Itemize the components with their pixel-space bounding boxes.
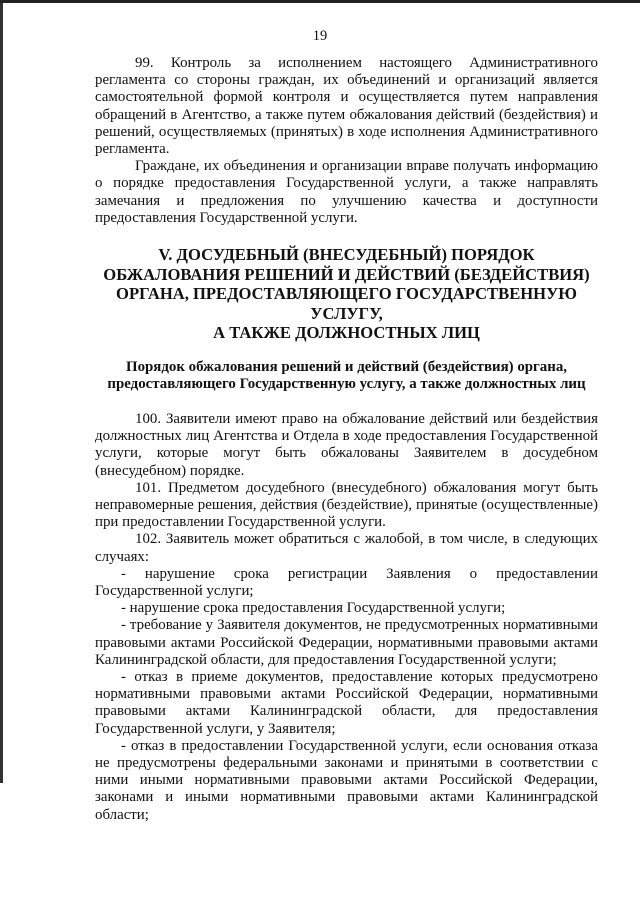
scan-edge-top bbox=[0, 0, 640, 3]
section-title-line: ОРГАНА, ПРЕДОСТАВЛЯЮЩЕГО ГОСУДАРСТВЕННУЮ УСЛУГУ, bbox=[116, 284, 577, 323]
document-body bbox=[95, 55, 598, 824]
subsection-title bbox=[95, 359, 598, 393]
list-item: - требование у Заявителя документов, не предусмотренных нормативными правовыми актами Российской Федерации, нормативными правовыми актами Калининградской области, для предоставления Государственной услуги; bbox=[95, 617, 598, 668]
page-number: 19 bbox=[312, 28, 328, 44]
list-item: - нарушение срока регистрации Заявления о предоставлении Государственной услуги; bbox=[95, 565, 598, 599]
list-item: - отказ в предоставлении Государственной услуги, если основания отказа не предусмотрены федеральными законами и принятыми в соответствии с ними иными нормативными правовыми актами Российской Федерации, законами и иными нормативными правовыми актами Калининградской области; bbox=[95, 737, 598, 823]
section-title-line: V. ДОСУДЕБНЫЙ (ВНЕСУДЕБНЫЙ) ПОРЯДОК bbox=[158, 245, 535, 265]
paragraph-101: 101. Предметом досудебного (внесудебного) обжалования могут быть неправомерные решения, действия (бездействие), принятые (осуществленные) при предоставлении Государственной услуги. bbox=[95, 479, 598, 531]
section-title-line: А ТАКЖЕ ДОЛЖНОСТНЫХ ЛИЦ bbox=[213, 323, 480, 343]
list-item: - отказ в приеме документов, предоставление которых предусмотрено нормативными правовыми актами Российской Федерации, нормативными правовыми актами Калининградской области, для предоставления Государственной услуги, у Заявителя; bbox=[95, 668, 598, 737]
list-item: - нарушение срока предоставления Государственной услуги; bbox=[121, 600, 506, 617]
section-title bbox=[95, 245, 598, 343]
paragraph-citizens: Граждане, их объединения и организации вправе получать информацию о порядке предоставления Государственной услуги, а также направлять замечания и предложения по улучшению качества и доступности предоставления Государственной услуги. bbox=[95, 158, 598, 226]
section-title-line: ОБЖАЛОВАНИЯ РЕШЕНИЙ И ДЕЙСТВИЙ (БЕЗДЕЙСТВИЯ) bbox=[103, 264, 590, 284]
scan-edge-left bbox=[0, 3, 3, 783]
paragraph-99: 99. Контроль за исполнением настоящего Административного регламента со стороны граждан, их объединений и организаций является самостоятельной формой контроля и осуществляется путем направления обращений в Агентство, а также путем обжалования действий (бездействия) и решений, осуществляемых (принятых) в ходе исполнения Административного регламента. bbox=[95, 55, 598, 158]
paragraph-102: 102. Заявитель может обратиться с жалобой, в том числе, в следующих случаях: bbox=[95, 531, 598, 565]
subsection-title-line: Порядок обжалования решений и действий (бездействия) органа, bbox=[125, 358, 567, 375]
paragraph-100: 100. Заявители имеют право на обжалование действий или бездействия должностных лиц Агентства и Отдела в ходе предоставления Государственной услуги, которые могут быть обжалованы Заявителем в досудебном (внесудебном) порядке. bbox=[95, 410, 598, 479]
subsection-title-line: предоставляющего Государственную услугу, а также должностных лиц bbox=[107, 375, 586, 392]
